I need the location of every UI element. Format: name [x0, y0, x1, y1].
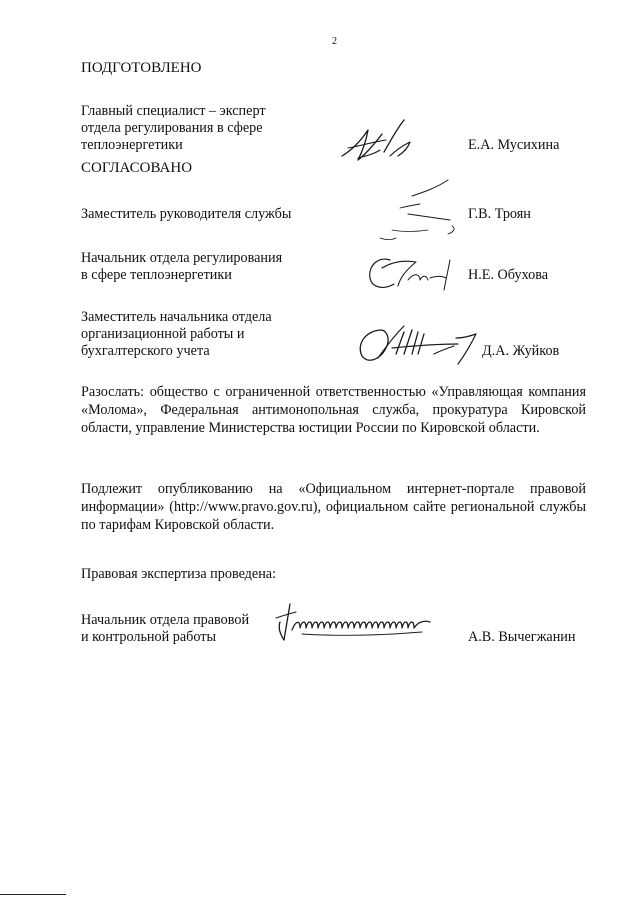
- legal-head-name: А.В. Вычегжанин: [468, 629, 576, 645]
- legal-head-title-line-2: и контрольной работы: [81, 629, 216, 645]
- signature-musikhina: [338, 112, 430, 170]
- agreed-heading: СОГЛАСОВАНО: [81, 160, 193, 176]
- signature-vychegzhanin: [272, 600, 442, 646]
- signature-troyan: [372, 178, 462, 244]
- approver-1-title: Заместитель руководителя службы: [81, 206, 292, 222]
- approver-1-name: Г.В. Троян: [468, 206, 531, 222]
- approver-2-name: Н.Е. Обухова: [468, 267, 549, 283]
- approver-3-title-line-2: организационной работы и: [81, 326, 245, 342]
- approver-2-title-line-1: Начальник отдела регулирования: [81, 250, 283, 266]
- prepared-title-line-3: теплоэнергетики: [81, 137, 183, 153]
- approver-3-name: Д.А. Жуйков: [482, 343, 560, 359]
- prepared-name: Е.А. Мусихина: [468, 137, 560, 153]
- signature-zhuykov: [352, 318, 484, 368]
- signature-obukhova: [364, 250, 464, 294]
- prepared-title-line-2: отдела регулирования в сфере: [81, 120, 263, 136]
- footnote-separator: [0, 894, 66, 895]
- distribution-paragraph: Разослать: общество с ограниченной ответственностью «Управляющая компания «Молома», Федеральная антимонопольная служба, прокуратура Кировской области, управление Министерства юстиции России по Кировской области.: [81, 384, 586, 436]
- prepared-title-line-1: Главный специалист – эксперт: [81, 103, 266, 119]
- publication-paragraph: Подлежит опубликованию на «Официальном интернет-портале правовой информации» (http://www.pravo.gov.ru), официальном сайте региональной службы по тарифам Кировской области.: [81, 481, 586, 533]
- approver-3-title-line-1: Заместитель начальника отдела: [81, 309, 272, 325]
- legal-review-label: Правовая экспертиза проведена:: [81, 566, 277, 582]
- approver-2-title-line-2: в сфере теплоэнергетики: [81, 267, 232, 283]
- prepared-heading: ПОДГОТОВЛЕНО: [81, 60, 202, 76]
- approver-3-title-line-3: бухгалтерского учета: [81, 343, 210, 359]
- legal-head-title-line-1: Начальник отдела правовой: [81, 612, 250, 628]
- page-number: 2: [332, 36, 337, 47]
